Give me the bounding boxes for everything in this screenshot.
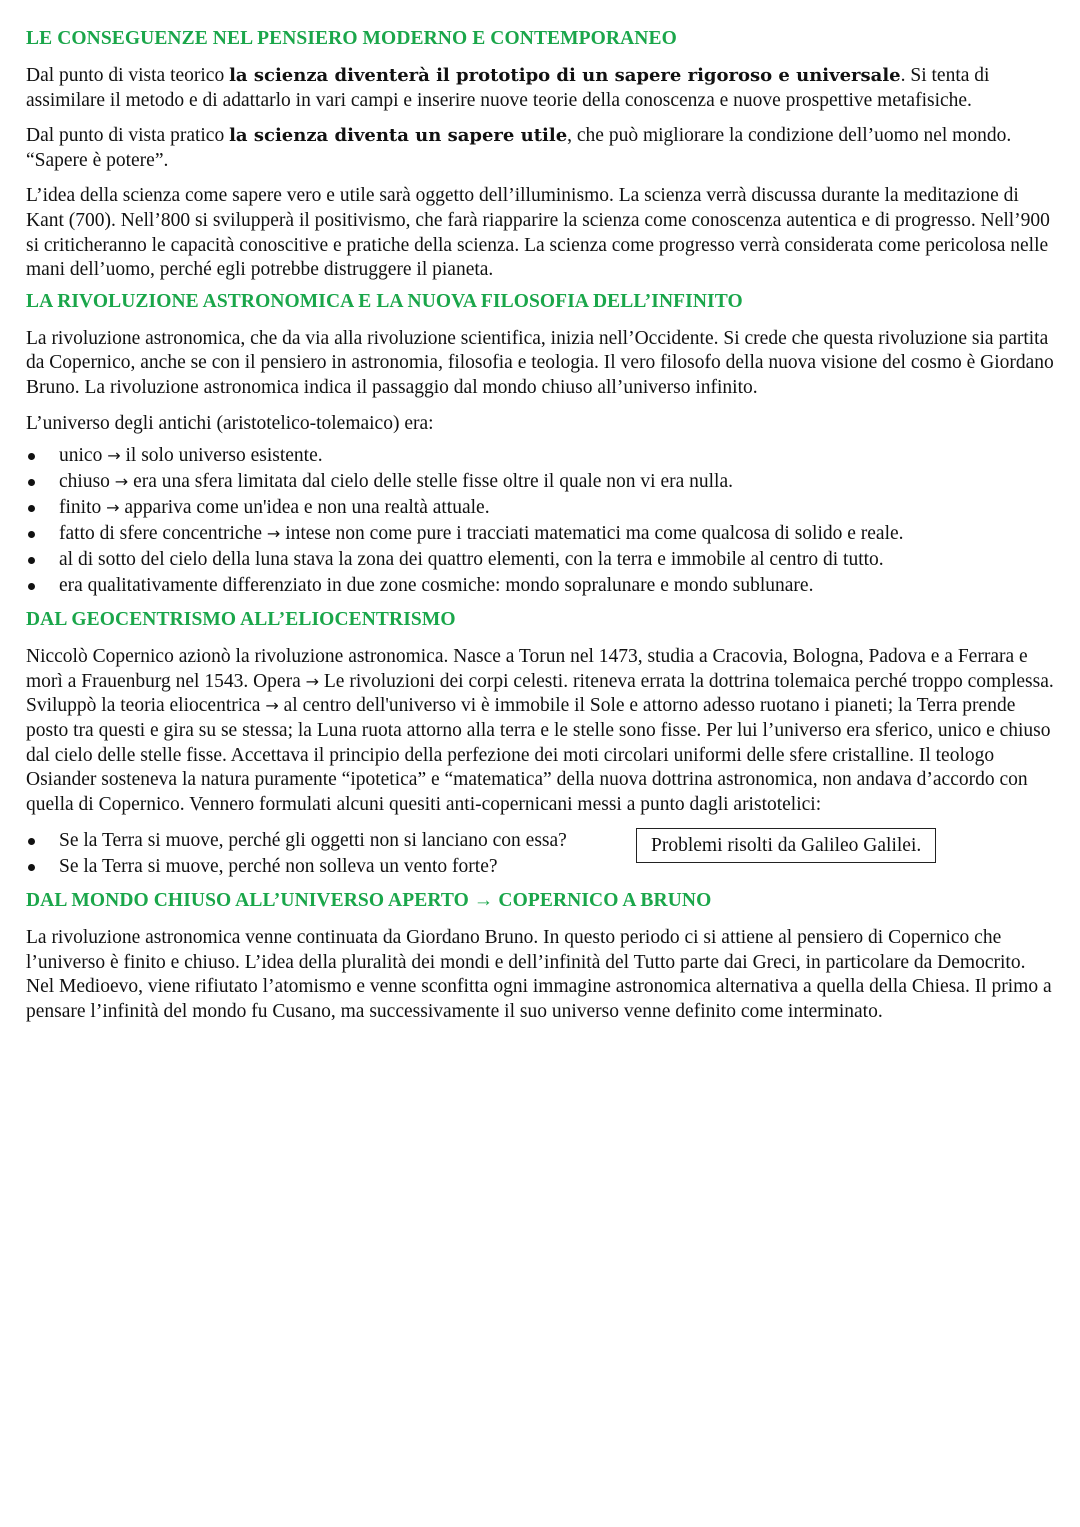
text: era qualitativamente differenziato in due zone cosmiche: mondo sopralunare e mondo sublunare. <box>59 575 814 597</box>
bullet-icon <box>28 583 35 590</box>
arrow-icon: → <box>107 446 121 466</box>
arrow-icon: → <box>266 524 281 544</box>
document-page <box>26 26 1056 1036</box>
text: Dal punto di vista pratico <box>26 125 230 147</box>
section-heading: DAL MONDO CHIUSO ALL’UNIVERSO APERTO → COPERNICO A BRUNO <box>26 890 712 912</box>
term: chiuso <box>59 471 110 493</box>
paragraph <box>26 64 1056 113</box>
text: , che può migliorare la condizione dell’uomo nel mondo. “Sapere è potere”. <box>26 125 1012 171</box>
bullet-icon <box>28 864 35 871</box>
bullet-icon <box>28 531 35 538</box>
paragraph <box>26 124 1056 173</box>
section-heading: DAL GEOCENTRISMO ALL’ELIOCENTRISMO <box>26 609 456 631</box>
list-item <box>26 495 1056 521</box>
text: Se la Terra si muove, perché gli oggetti non si lanciano con essa? <box>59 830 567 852</box>
bullet-icon <box>28 838 35 845</box>
bold-text: la scienza diventa un sapere utile <box>229 125 568 147</box>
bullet-icon <box>28 479 35 486</box>
arrow-icon: → <box>265 696 279 716</box>
arrow-icon: → <box>106 498 120 518</box>
text: Dal punto di vista teorico <box>26 65 230 86</box>
boxed-note: Problemi risolti da Galileo Galilei. <box>636 828 936 863</box>
term: unico <box>59 445 103 467</box>
arrow-icon: → <box>305 671 320 691</box>
text: appariva come un'idea e non una realtà attuale. <box>119 497 490 519</box>
paragraph <box>26 645 1056 817</box>
section-heading: LA RIVOLUZIONE ASTRONOMICA E LA NUOVA FILOSOFIA DELL’INFINITO <box>26 290 743 312</box>
arrow-icon: → <box>114 472 129 492</box>
text: intese non come pure i tracciati matematici ma come qualcosa di solido e reale. <box>280 523 904 545</box>
text: Le rivoluzioni dei corpi celesti. riteneva errata la dottrina tolemaica perché troppo complessa. Sviluppò la teoria eliocentrica <box>26 670 1054 717</box>
paragraph: L’idea della scienza come sapere vero e utile sarà oggetto dell’illuminismo. La scienza verrà discussa durante la meditazione di Kant (700). Nell’800 si svilupperà il positivismo, che farà riapparire la scienza come conoscenza autentica e di progresso. Nell’900 si criticheranno le capacità conoscitive e pratiche della scienza. La scienza come progresso verrà considerata come pericolosa nelle mani dell’uomo, perché egli potrebbe distruggere il pianeta. <box>26 185 1050 281</box>
list-item <box>26 547 1056 573</box>
list-item <box>26 443 1056 469</box>
bullet-icon <box>28 453 35 460</box>
text: il solo universo esistente. <box>120 445 323 467</box>
bullet-list <box>26 443 1056 599</box>
text: . Si tenta di assimilare il metodo e di adattarlo in vari campi e inserire nuove teorie della conoscenza e nuove prospettive metafisiche. <box>26 65 990 111</box>
paragraph: La rivoluzione astronomica venne continuata da Giordano Bruno. In questo periodo ci si attiene al pensiero di Copernico che l’universo è finito e chiuso. L’idea della pluralità dei mondi e dell’infinità del Tutto parte dai Greci, in particolare da Democrito. Nel Medioevo, viene rifiutato l’atomismo e venne sconfitta ogni immagine astronomica alternativa a quella della Chiesa. Il primo a pensare l’infinità del mondo fu Cusano, ma successivamente il suo universo venne definito come interminato. <box>26 927 1052 1023</box>
bullet-icon <box>28 557 35 564</box>
list-item <box>26 521 1056 547</box>
text: al di sotto del cielo della luna stava la zona dei quattro elementi, con la terra e immobile al centro di tutto. <box>59 549 884 571</box>
term: fatto di sfere concentriche <box>59 523 263 545</box>
list-item <box>26 573 1056 599</box>
paragraph: L’universo degli antichi (aristotelico-tolemaico) era: <box>26 412 434 434</box>
text: al centro dell'universo vi è immobile il Sole e attorno adesso ruotano i pianeti; la Terra prende posto tra questi e gira su se stessa; la Luna ruota attorno alla terra e le stelle sono fisse. Per lui l’universo era sferico, unico e chiuso dal cielo delle stelle fisse. Accettava il principio della perfezione dei moti circolari uniformi delle sfere cristalline. Il teologo Osiander sosteneva la natura puramente “ipotetica” e “matematica” della nuova dottrina astronomica, non andava d’accordo con quella di Copernico. Vennero formulati alcuni quesiti anti-copernicani messi a punto dagli aristotelici: <box>26 695 1051 815</box>
text: era una sfera limitata dal cielo delle stelle fisse oltre il quale non vi era nulla. <box>128 471 734 493</box>
bold-text: la scienza diventerà il prototipo di un sapere rigoroso e universale <box>229 65 901 86</box>
text: Niccolò Copernico azionò la rivoluzione astronomica. Nasce a Torun nel 1473, studia a Cracovia, Bologna, Padova e a Ferrara e morì a Frauenburg nel 1543. Opera <box>26 646 1028 692</box>
list-item <box>26 469 1056 495</box>
text: Se la Terra si muove, perché non solleva un vento forte? <box>59 856 498 878</box>
bullet-icon <box>28 505 35 512</box>
section-heading: LE CONSEGUENZE NEL PENSIERO MODERNO E CONTEMPORANEO <box>26 28 677 49</box>
questions-row <box>26 828 1056 880</box>
paragraph: La rivoluzione astronomica, che da via alla rivoluzione scientifica, inizia nell’Occidente. Si crede che questa rivoluzione sia partita da Copernico, anche se con il pensiero in astronomia, filosofia e teologia. Il vero filosofo della nuova visione del cosmo è Giordano Bruno. La rivoluzione astronomica indica il passaggio dal mondo chiuso all’universo infinito. <box>26 327 1054 398</box>
term: finito <box>59 497 102 519</box>
